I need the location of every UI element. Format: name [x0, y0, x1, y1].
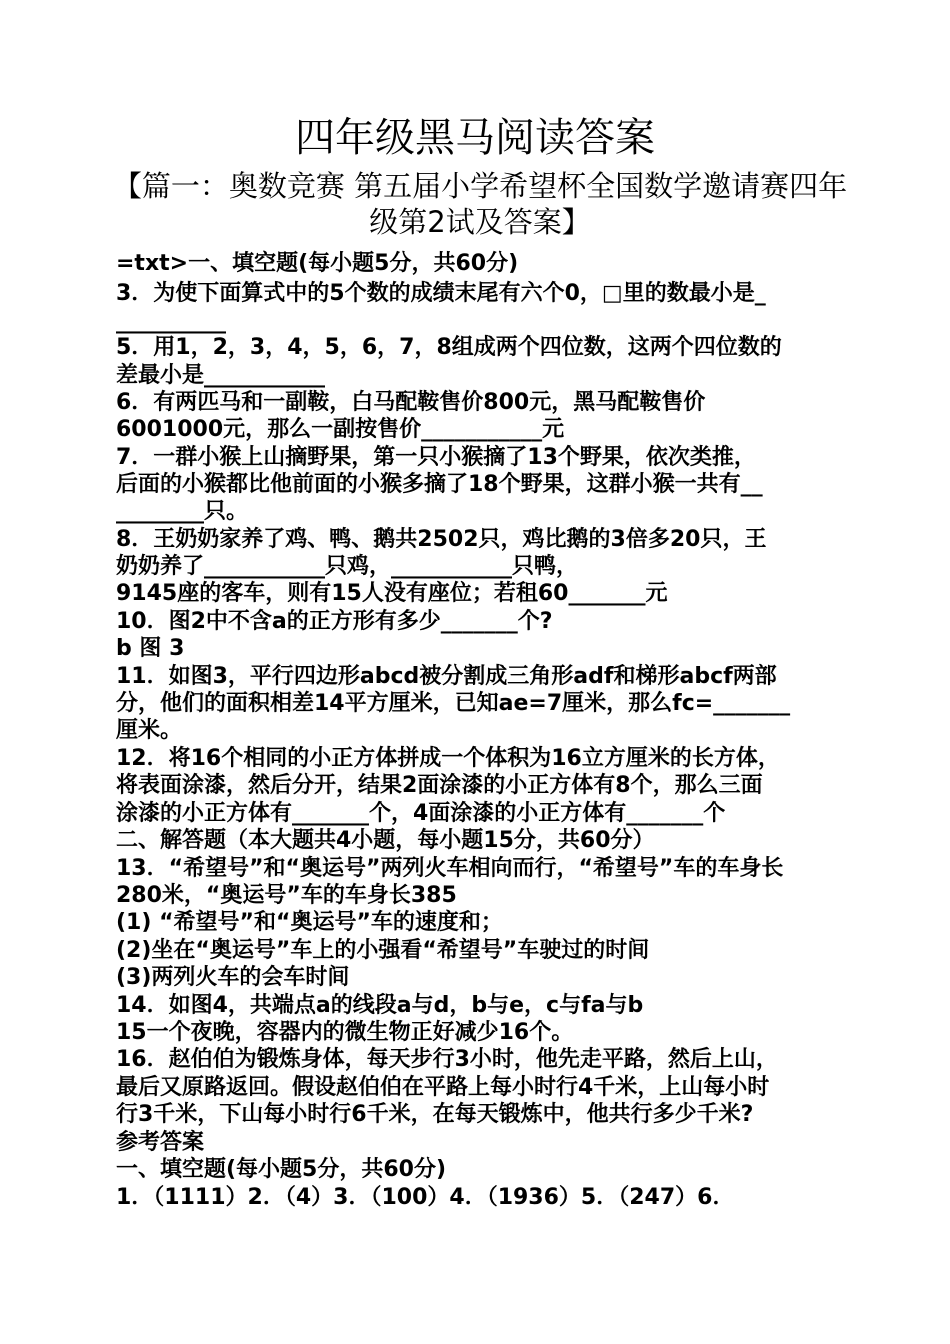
text-line: 6．有两匹马和一副鞍，白马配鞍售价800元，黑马配鞍售价: [116, 390, 706, 415]
text-line: 7．一群小猴上山摘野果，第一只小猴摘了13个野果，依次类推，: [116, 445, 756, 470]
text-line: 1．（1111）2．（4）3．（100）4．（1936）5．（247）6．: [116, 1185, 735, 1210]
text-line: 5．用1，2，3，4，5，6，7，8组成两个四位数，这两个四位数的: [116, 335, 782, 360]
text-line: 分，他们的面积相差14平方厘米，已知ae=7厘米，那么fc=_______: [116, 691, 791, 716]
text-line: 一、填空题(每小题5分，共60分): [116, 1157, 447, 1182]
text-line: 差最小是___________: [116, 363, 326, 388]
text-line: (1) “希望号”和“奥运号”车的速度和；: [116, 910, 503, 935]
text-line: 行3千米，下山每小时行6千米，在每天锻炼中，他共行多少千米?: [116, 1102, 754, 1127]
text-line: 后面的小猴都比他前面的小猴多摘了18个野果，这群小猴一共有__: [116, 472, 763, 497]
text-line: 厘米。: [116, 718, 183, 743]
document-subtitle: 【篇一：奥数竞赛 第五届小学希望杯全国数学邀请赛四年级第2试及答案】: [112, 169, 848, 239]
text-line: __________: [116, 309, 226, 334]
text-line: 涂漆的小正方体有_______个，4面涂漆的小正方体有_______个: [116, 801, 726, 826]
text-line: 280米，“奥运号”车的车身长385: [116, 883, 457, 908]
text-line: 二、解答题（本大题共4小题，每小题15分，共60分）: [116, 828, 655, 853]
text-line: 11．如图3，平行四边形abcd被分割成三角形adf和梯形abcf两部: [116, 664, 777, 689]
text-line: 参考答案: [116, 1130, 205, 1155]
text-line: =txt>一、填空题(每小题5分，共60分): [116, 251, 519, 276]
text-line: 将表面涂漆，然后分开，结果2面涂漆的小正方体有8个，那么三面: [116, 773, 763, 798]
text-line: 最后又原路返回。假设赵伯伯在平路上每小时行4千米，上山每小时: [116, 1075, 770, 1100]
text-line: (2)坐在“奥运号”车上的小强看“希望号”车驶过的时间: [116, 938, 650, 963]
text-line: 14．如图4，共端点a的线段a与d，b与e，c与fa与b: [116, 993, 644, 1018]
document-title: 四年级黑马阅读答案: [295, 115, 655, 161]
text-line: 6001000元，那么一副按售价___________元: [116, 417, 565, 442]
text-line: ________只。: [116, 499, 249, 524]
text-line: 奶奶养了___________只鸡，___________只鸭，: [116, 554, 579, 579]
text-line: 9145座的客车，则有15人没有座位；若租60_______元: [116, 581, 668, 606]
text-line: 15一个夜晚，容器内的微生物正好减少16个。: [116, 1020, 574, 1045]
text-line: 10．图2中不含a的正方形有多少_______个?: [116, 609, 553, 634]
text-line: 13．“希望号”和“奥运号”两列火车相向而行，“希望号”车的车身长: [116, 856, 784, 881]
text-line: 8．王奶奶家养了鸡、鸭、鹅共2502只，鸡比鹅的3倍多20只，王: [116, 527, 767, 552]
text-line: b 图 3: [116, 636, 185, 661]
text-line: 12．将16个相同的小正方体拼成一个体积为16立方厘米的长方体，: [116, 746, 780, 771]
text-line: 3．为使下面算式中的5个数的成绩末尾有六个0，□里的数最小是_: [116, 281, 766, 306]
text-line: 16．赵伯伯为锻炼身体，每天步行3小时，他先走平路，然后上山，: [116, 1047, 778, 1072]
text-line: (3)两列火车的会车时间: [116, 965, 350, 990]
